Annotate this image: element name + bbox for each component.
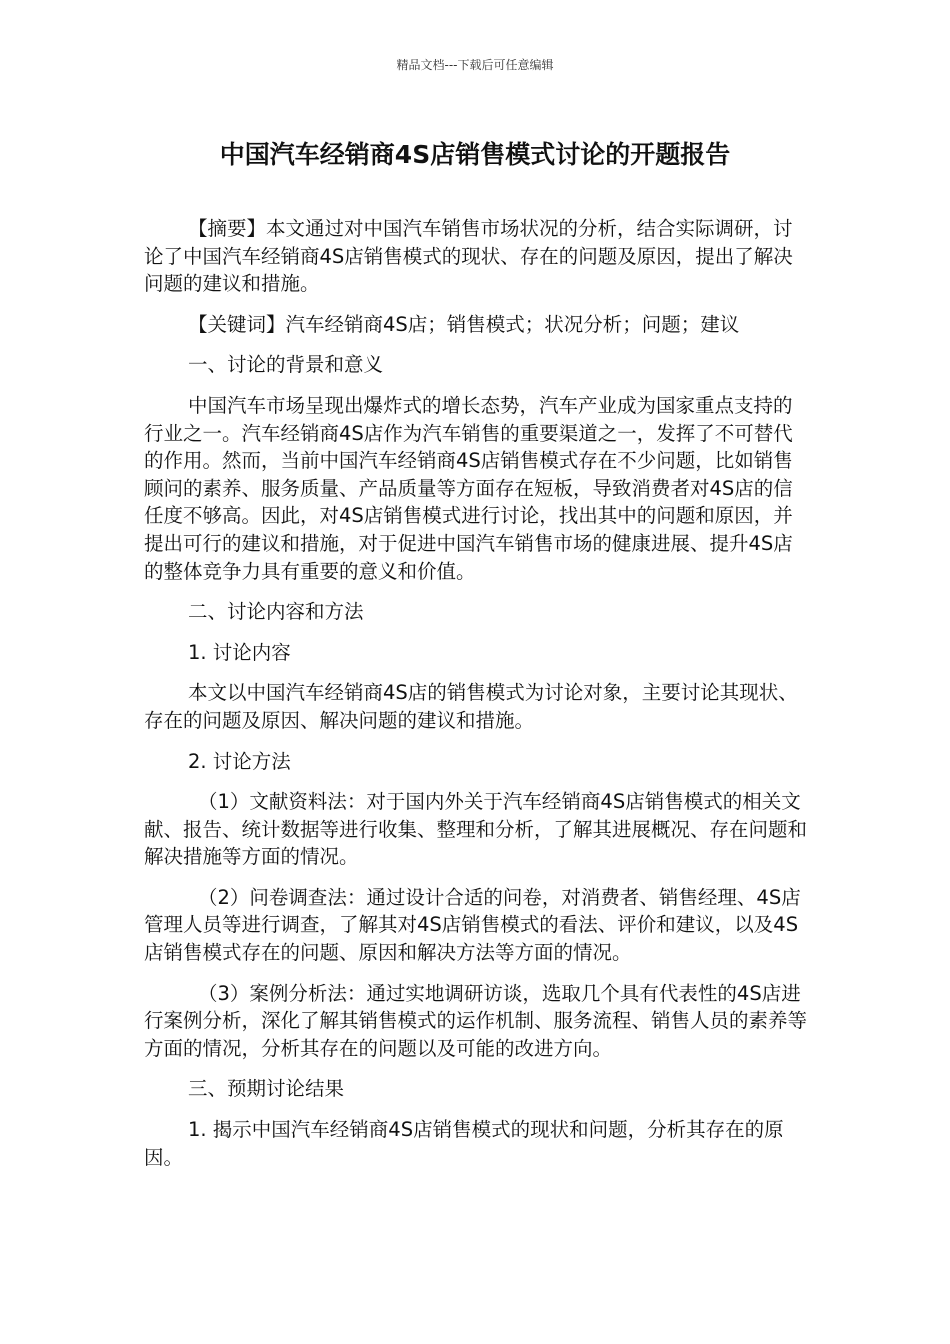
section-heading-expected-results: 三、预期讨论结果 xyxy=(188,1077,345,1101)
background-paragraph: 中国汽车市场呈现出爆炸式的增长态势，汽车产业成为国家重点支持的行业之一。汽车经销商4S店作为汽车销售的重要渠道之一，发挥了不可替代的作用。然而，当前中国汽车经销商4S店销售模式存在不少问题，比如销售顾问的素养、服务质量、产品质量等方面存在短板，导致消费者对4S店的信任度不够高。因此，对4S店销售模式进行讨论，找出其中的问题和原因，并提出可行的建议和措施，对于促进中国汽车销售市场的健康进展、提升4S店的整体竞争力具有重要的意义和价值。 xyxy=(144,393,793,583)
section-heading-background: 一、讨论的背景和意义 xyxy=(188,353,384,377)
method-item-survey: （2）问卷调查法：通过设计合适的问卷，对消费者、销售经理、4S店管理人员等进行调查，了解其对4S店销售模式的看法、评价和建议，以及4S店销售模式存在的问题、原因和解决方法等方面的情况。 xyxy=(144,885,801,965)
document-body xyxy=(144,215,808,1184)
method-item-case-study: （3）案例分析法：通过实地调研访谈，选取几个具有代表性的4S店进行案例分析，深化了解其销售模式的运作机制、服务流程、销售人员的素养等方面的情况，分析其存在的问题以及可能的改进方向。 xyxy=(144,981,808,1060)
section-heading-content-method: 二、讨论内容和方法 xyxy=(188,600,364,624)
abstract-paragraph: 【摘要】本文通过对中国汽车销售市场状况的分析，结合实际调研，讨论了中国汽车经销商4S店销售模式的现状、存在的问题及原因，提出了解决问题的建议和措施。 xyxy=(144,217,793,296)
subheading-content: 1. 讨论内容 xyxy=(188,640,291,664)
method-item-literature: （1）文献资料法：对于国内外关于汽车经销商4S店销售模式的相关文献、报告、统计数据等进行收集、整理和分析，了解其进展概况、存在问题和解决措施等方面的情况。 xyxy=(144,790,808,869)
content-paragraph: 本文以中国汽车经销商4S店的销售模式为讨论对象，主要讨论其现状、存在的问题及原因、解决问题的建议和措施。 xyxy=(144,681,798,732)
page-header-note: 精品文档---下载后可任意编辑 xyxy=(396,58,554,72)
document-title: 中国汽车经销商4S店销售模式讨论的开题报告 xyxy=(219,140,731,169)
keywords-paragraph: 【关键词】汽车经销商4S店；销售模式；状况分析；问题；建议 xyxy=(188,312,740,336)
subheading-method: 2. 讨论方法 xyxy=(188,749,291,773)
expected-result-item-1: 1. 揭示中国汽车经销商4S店销售模式的现状和问题，分析其存在的原因。 xyxy=(144,1118,784,1169)
